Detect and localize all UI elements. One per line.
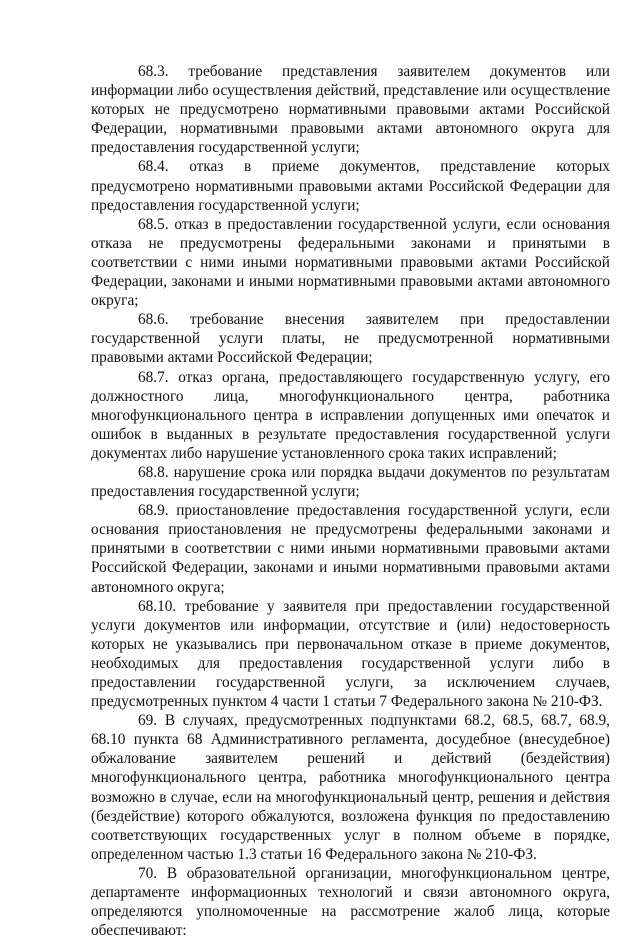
paragraph-69: 69. В случаях, предусмотренных подпунктами 68.2, 68.5, 68.7, 68.9, 68.10 пункта 68 Административного регламента, досудебное (внесудебное) обжалование заявителем решений и действий (бездействия) многофункционального центра, работника многофункционального центра возможно в случае, если на многофункциональный центр, решения и действия (бездействие) которого обжалуются, возложена функция по предоставлению соответствующих государственных услуг в полном объеме в порядке, определенном частью 1.3 статьи 16 Федерального закона № 210-ФЗ.: [91, 712, 610, 863]
paragraph-68-8: 68.8. нарушение срока или порядка выдачи документов по результатам предоставления государственной услуги;: [91, 463, 610, 501]
paragraph-68-4: 68.4. отказ в приеме документов, представление которых предусмотрено нормативными правовыми актами Российской Федерации для предоставления государственной услуги;: [91, 158, 610, 214]
paragraph-68-10: 68.10. требование у заявителя при предоставлении государственной услуги документов или информации, отсутствие и (или) недостоверность которых не указывались при первоначальном отказе в приеме документов, необходимых для предоставления государственной услуги либо в предоставлении государственной услуги, за исключением случаев, предусмотренных пунктом 4 части 1 статьи 7 Федерального закона № 210-ФЗ.: [91, 597, 610, 711]
paragraph-68-6: 68.6. требование внесения заявителем при предоставлении государственной услуги платы, не предусмотренной нормативными правовыми актами Российской Федерации;: [91, 311, 610, 367]
document-page: [91, 62, 610, 940]
paragraph-68-7: 68.7. отказ органа, предоставляющего государственную услугу, его должностного лица, многофункционального центра, работника многофункционального центра в исправлении допущенных ими опечаток и ошибок в выданных в результате предоставления государственной услуги документах либо нарушение установленного срока таких исправлений;: [91, 368, 610, 462]
paragraph-70: 70. В образовательной организации, многофункциональном центре, департаменте информационных технологий и связи автономного округа, определяются уполномоченные на рассмотрение жалоб лица, которые обеспечивают:: [91, 864, 610, 940]
paragraph-68-3: 68.3. требование представления заявителем документов или информации либо осуществления действий, представление или осуществление которых не предусмотрено нормативными правовыми актами Российской Федерации, нормативными правовыми актами автономного округа для предоставления государственной услуги;: [91, 63, 610, 157]
paragraph-68-5: 68.5. отказ в предоставлении государственной услуги, если основания отказа не предусмотрены федеральными законами и принятыми в соответствии с ними иными нормативными правовыми актами Российской Федерации, законами и иными нормативными правовыми актами автономного округа;: [91, 215, 610, 310]
paragraph-68-9: 68.9. приостановление предоставления государственной услуги, если основания приостановления не предусмотрены федеральными законами и принятыми в соответствии с ними иными нормативными правовыми актами Российской Федерации, законами и иными нормативными правовыми актами автономного округа;: [91, 502, 610, 596]
